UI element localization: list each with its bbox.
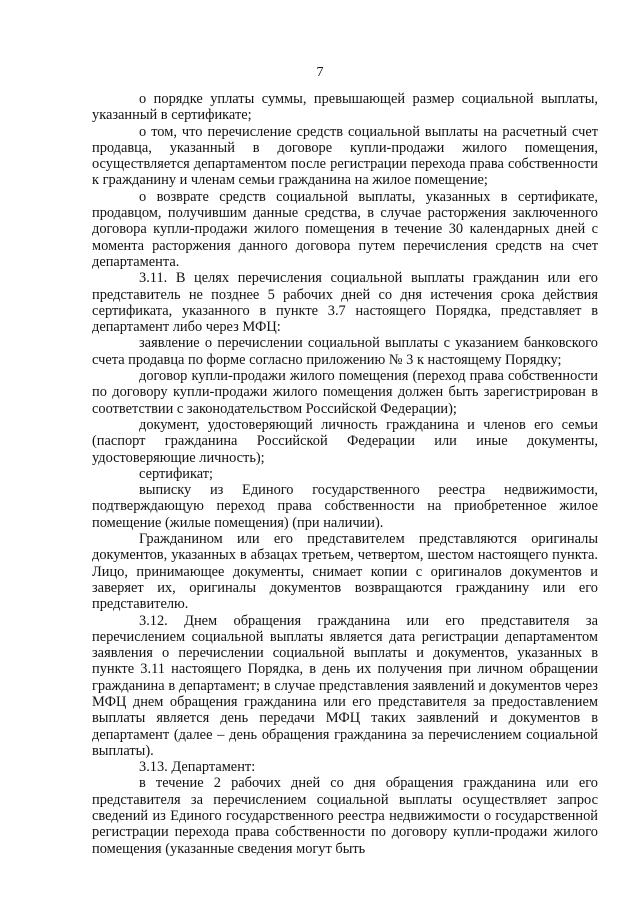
paragraph: о том, что перечисление средств социальной выплаты на расчетный счет продавца, указанный в договоре купли-продажи жилого помещения, осуществляется департаментом после регистрации перехода права собственности к гражданину и членам семьи гражданина на жилое помещение; <box>92 123 598 189</box>
paragraph: в течение 2 рабочих дней со дня обращения гражданина или его представителя за перечислением социальной выплаты осуществляет запрос сведений из Единого государственного реестра недвижимости о государственной регистрации перехода права собственности по договору купли-продажи жилого помещения (указанные сведения могут быть <box>92 775 598 857</box>
document-body <box>92 91 598 857</box>
paragraph: выписку из Единого государственного реестра недвижимости, подтверждающую переход права собственности на приобретенное жилое помещение (жилые помещения) (при наличии). <box>92 482 598 531</box>
paragraph: Гражданином или его представителем представляются оригиналы документов, указанных в абзацах третьем, четвертом, шестом настоящего пункта. Лицо, принимающее документы, снимает копии с оригиналов документов и заверяет их, оригиналы документов возвращаются гражданину или его представителю. <box>92 531 598 613</box>
paragraph: о порядке уплаты суммы, превышающей размер социальной выплаты, указанный в сертификате; <box>92 91 598 124</box>
paragraph: договор купли-продажи жилого помещения (переход права собственности по договору купли-продажи жилого помещения должен быть зарегистрирован в соответствии с законодательством Российской Федерации); <box>92 368 598 417</box>
paragraph-section-3-11: 3.11. В целях перечисления социальной выплаты гражданин или его представитель не позднее 5 рабочих дней со дня истечения срока действия сертификата, указанного в пункте 3.7 настоящего Порядка, представляет в департамент либо через МФЦ: <box>92 270 598 336</box>
paragraph-section-3-12: 3.12. Днем обращения гражданина или его представителя за перечислением социальной выплаты является дата регистрации департаментом заявления о перечислении социальной выплаты и документов, указанных в пункте 3.11 настоящего Порядка, в день их получения при личном обращении гражданина в департамент; в случае представления заявлений и документов через МФЦ днем обращения гражданина или его представителя за предоставлением выплаты является день передачи МФЦ таких заявлений и документов в департамент (далее – день обращения гражданина за перечислением социальной выплаты). <box>92 612 598 759</box>
page-number: 7 <box>316 65 324 80</box>
paragraph-section-3-13: 3.13. Департамент: <box>139 759 256 776</box>
paragraph: сертификат; <box>139 465 214 482</box>
paragraph: документ, удостоверяющий личность гражданина и членов его семьи (паспорт гражданина Российской Федерации или иные документы, удостоверяющие личность); <box>92 416 598 466</box>
paragraph: заявление о перечислении социальной выплаты с указанием банковского счета продавца по форме согласно приложению № 3 к настоящему Порядку; <box>92 335 598 368</box>
paragraph: о возврате средств социальной выплаты, указанных в сертификате, продавцом, получившим данные средства, в случае расторжения заключенного договора купли-продажи жилого помещения в течение 30 календарных дней с момента расторжения данного договора путем перечисления средств на счет департамента. <box>92 188 598 270</box>
